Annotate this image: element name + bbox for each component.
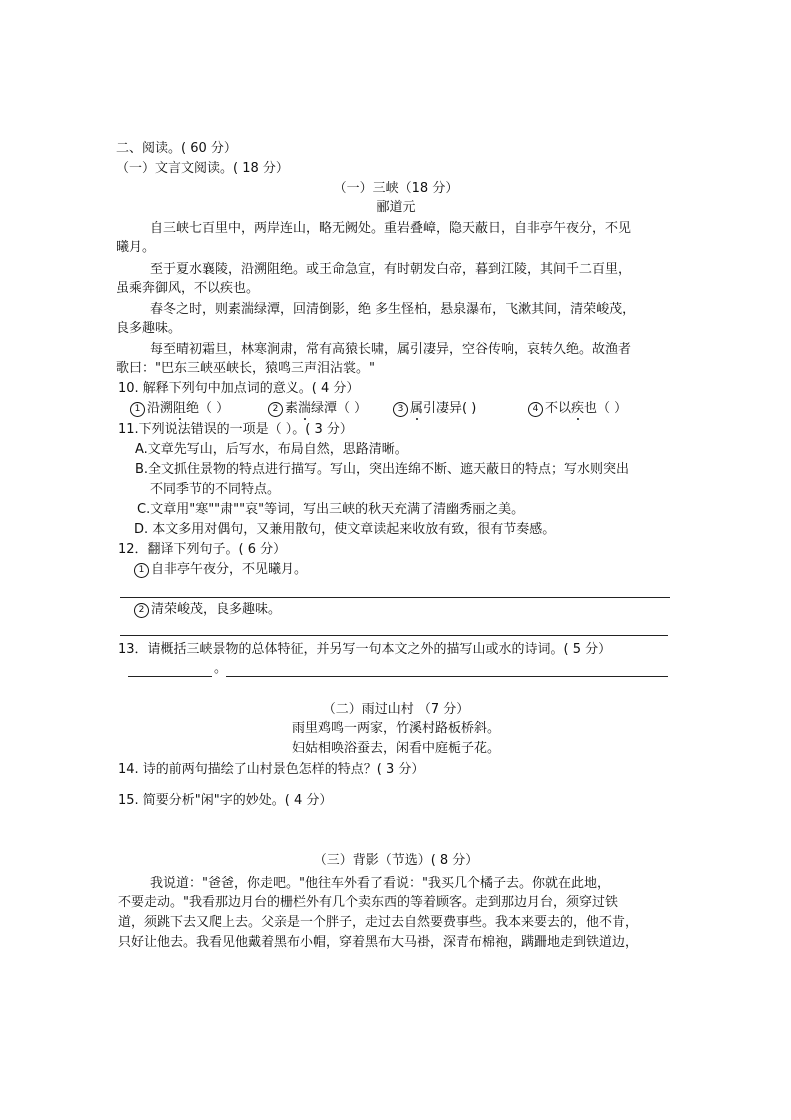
answer-line xyxy=(226,676,668,677)
q10-item: 2 素湍绿潭（ ） xyxy=(268,401,367,417)
dotted-word: 疾 xyxy=(571,401,585,416)
part2-title: （二）雨过山村 （7 分） xyxy=(322,702,470,717)
q10-stem: 10. 解释下列句中加点词的意义。( 4 分） xyxy=(118,381,360,396)
passage-line: 只好让他去。我看见他戴着黑布小帽，穿着黑布大马褂，深青布棉袍，蹒跚地走到铁道边， xyxy=(118,935,639,950)
q12-stem: 12．翻译下列句子。( 6 分） xyxy=(118,542,287,557)
dotted-word: 属 xyxy=(410,401,424,416)
q13-separator: 。 xyxy=(214,661,228,676)
circled-number: 2 xyxy=(134,603,149,618)
circled-number: 4 xyxy=(528,402,543,417)
answer-line xyxy=(120,597,670,598)
part3-title: （三）背影（节选）( 8 分） xyxy=(313,853,479,868)
passage-line: 不要走动。"我看那边月台的栅栏外有几个卖东西的等着顾客。走到那边月台，须穿过铁 xyxy=(118,895,618,910)
q10-item: 1 沿溯阻绝（ ） xyxy=(130,401,229,417)
poem-line: 妇姑相唤浴蚕去，闲看中庭栀子花。 xyxy=(291,741,500,756)
circled-number: 3 xyxy=(393,402,408,417)
q13-stem: 13．请概括三峡景物的总体特征，并另写一句本文之外的描写山或水的诗词。( 5 分） xyxy=(118,642,612,657)
passage-line: 我说道："爸爸，你走吧。"他往车外看了看说："我买几个橘子去。你就在此地， xyxy=(150,876,610,891)
passage-line: 曦月。 xyxy=(116,240,156,255)
circled-number: 1 xyxy=(130,402,145,417)
passage-line: 春冬之时，则素湍绿潭，回清倒影，绝 多生怪柏，悬泉瀑布，飞漱其间，清荣峻茂， xyxy=(150,302,636,317)
circled-number: 2 xyxy=(268,402,283,417)
q10-item: 4 不以疾也（ ） xyxy=(528,401,627,417)
q11-option-b-cont: 不同季节的不同特点。 xyxy=(150,482,281,497)
q12-item: 2 清荣峻茂，良多趣味。 xyxy=(134,602,281,618)
q15-stem: 15. 简要分析"闲"字的妙处。( 4 分） xyxy=(118,793,333,808)
passage-line: 至于夏水襄陵，沿溯阻绝。或王命急宣，有时朝发白帝，暮到江陵，其间千二百里， xyxy=(150,262,632,277)
dotted-word: 阻 xyxy=(173,401,187,416)
q12-item: 1 自非亭午夜分，不见曦月。 xyxy=(134,562,307,578)
q10-item: 3 属引凄异( ) xyxy=(393,401,476,417)
passage-line: 道，须跳下去又爬上去。父亲是一个胖子，走过去自然要费事些。我本来要去的，他不肯， xyxy=(118,915,639,930)
q11-option-c: C.文章用"寒""肃""哀"等词，写出三峡的秋天充满了清幽秀丽之美。 xyxy=(137,502,525,517)
passage-line: 每至晴初霜旦，林寒涧肃，常有高猿长啸，属引凄异，空谷传响，哀转久绝。故渔者 xyxy=(150,342,632,357)
answer-line xyxy=(120,635,668,636)
q11-option-d: D. 本文多用对偶句，又兼用散句，使文章读起来收放有致，很有节奏感。 xyxy=(134,522,556,537)
section-heading: 二、阅读。( 60 分） xyxy=(116,141,237,156)
passage-line: 虽乘奔御风，不以疾也。 xyxy=(116,281,260,296)
q14-stem: 14. 诗的前两句描绘了山村景色怎样的特点？( 3 分） xyxy=(118,762,425,777)
part1-author: 郦道元 xyxy=(376,200,416,215)
poem-line: 雨里鸡鸣一两家，竹溪村路板桥斜。 xyxy=(291,721,500,736)
q11-option-a: A.文章先写山，后写水，布局自然，思路清晰。 xyxy=(135,442,408,457)
passage-line: 良多趣味。 xyxy=(116,321,182,336)
q11-stem: 11.下列说法错误的一项是（ ）。( 3 分） xyxy=(118,422,353,437)
passage-line: 歌曰："巴东三峡巫峡长，猿鸣三声泪沾裳。" xyxy=(116,361,375,376)
part1-heading: （一）文言文阅读。( 18 分） xyxy=(116,161,289,176)
part1-title: （一）三峡（18 分） xyxy=(333,181,459,196)
dotted-word: 湍 xyxy=(298,401,312,416)
circled-number: 1 xyxy=(134,563,149,578)
q11-option-b: B.全文抓住景物的特点进行描写。写山，突出连绵不断、遮天蔽日的特点；写水则突出 xyxy=(135,462,630,477)
answer-line xyxy=(128,676,212,677)
passage-line: 自三峡七百里中，两岸连山，略无阙处。重岩叠嶂，隐天蔽日，自非亭午夜分，不见 xyxy=(150,221,632,236)
